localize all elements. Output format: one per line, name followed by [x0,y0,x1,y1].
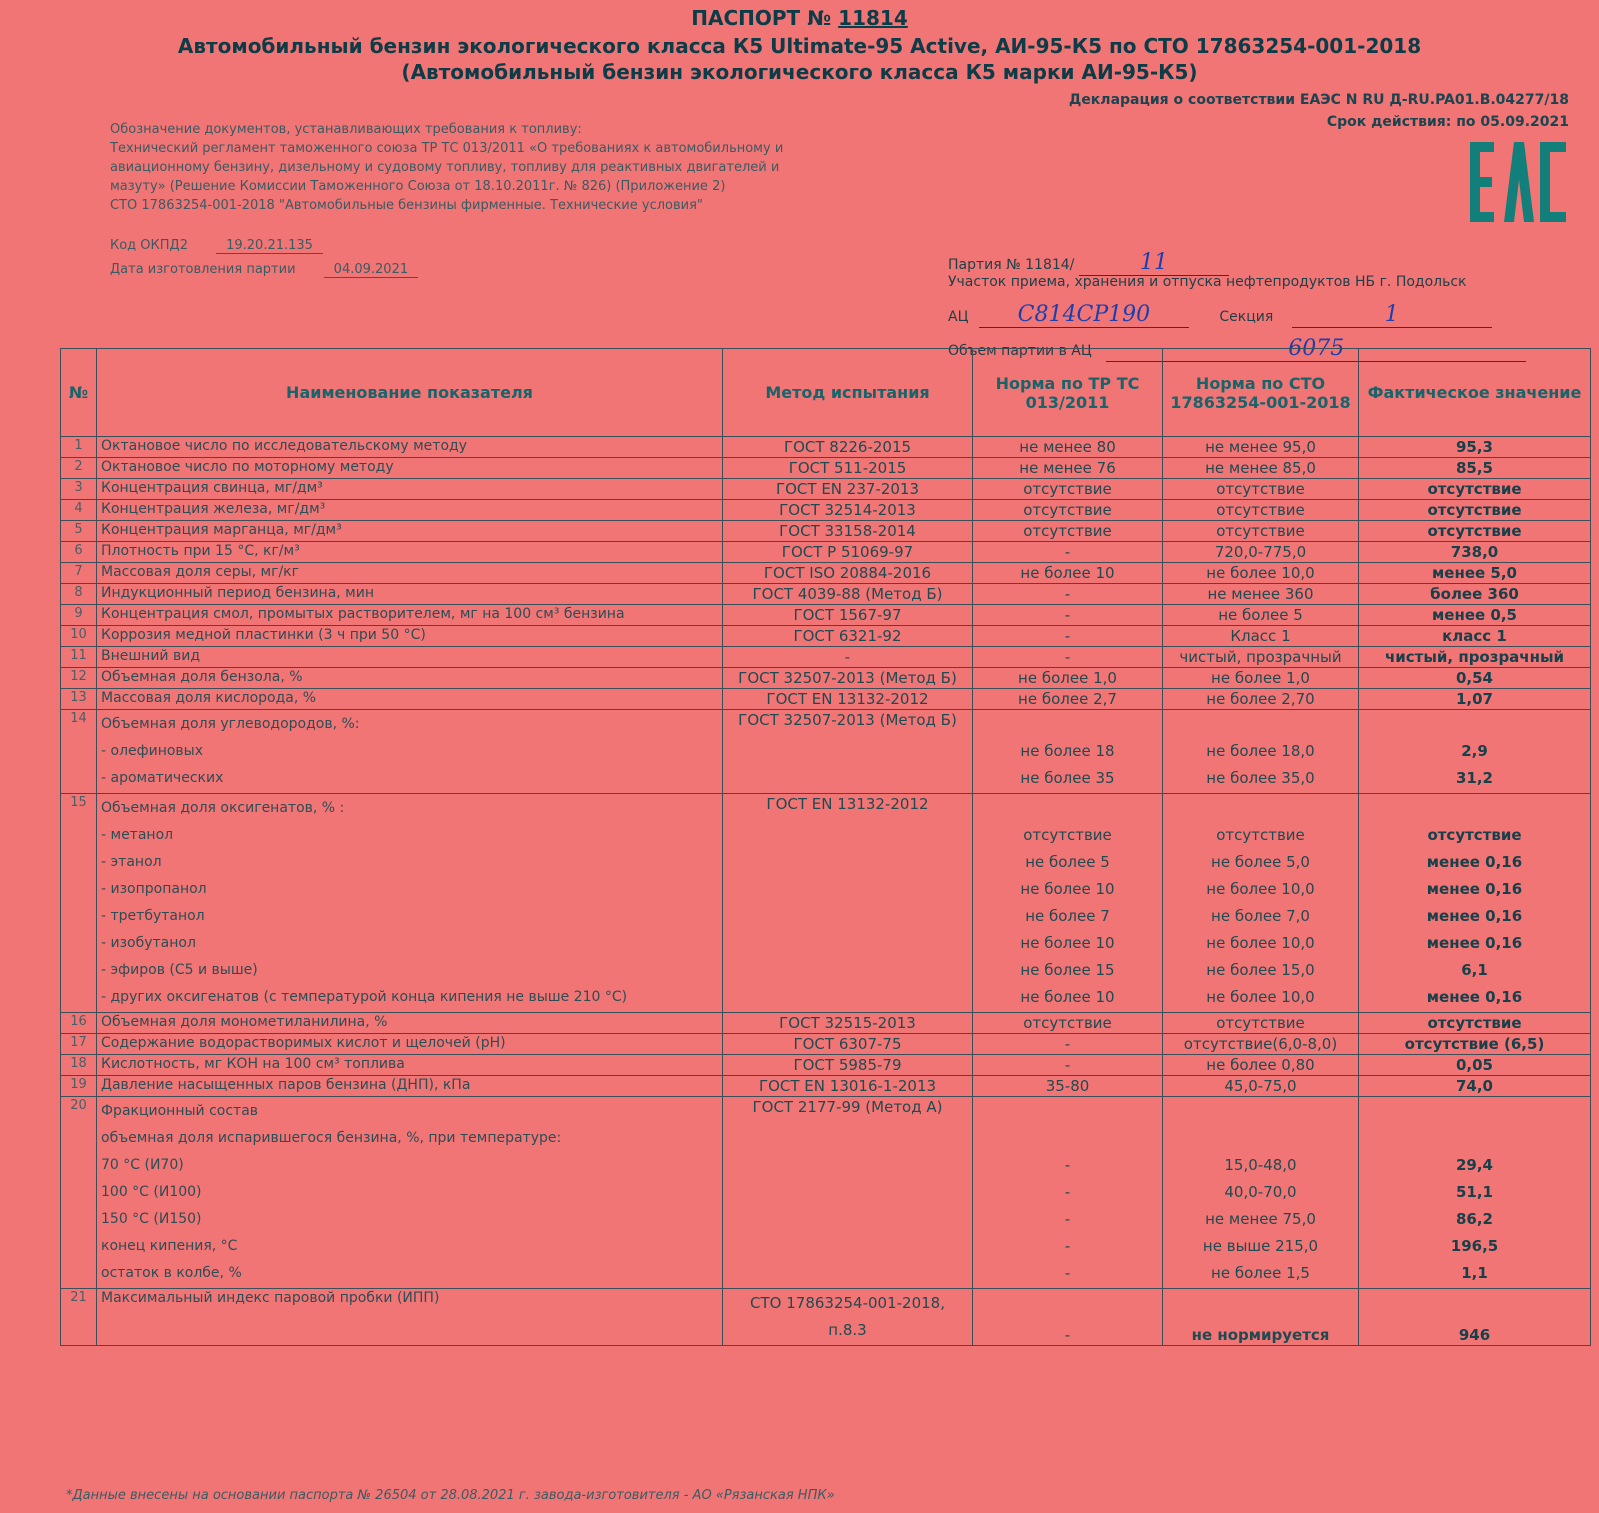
row-sto: не менее 360 [1163,584,1359,605]
row-actual: 85,5 [1359,458,1591,479]
ac-label: АЦ [948,309,969,325]
title-number: 11814 [838,6,908,30]
row-name: Объемная доля оксигенатов, % : [101,800,345,816]
validity: Срок действия: по 05.09.2021 [1326,114,1569,130]
row-actual: 1,07 [1359,689,1591,710]
row-method: ГОСТ 32507-2013 (Метод Б) [723,710,973,794]
sub-name: остаток в колбе, % [101,1265,242,1281]
sub-sto: не более 35,0 [1206,769,1315,787]
passport-title [0,6,1599,30]
row-num: 5 [61,521,97,542]
row-trts: не более 10 [973,563,1163,584]
sub-sto: не более 10,0 [1206,934,1315,952]
row-method: ГОСТ 33158-2014 [723,521,973,542]
row-trts: отсутствие [973,479,1163,500]
sub-actual: менее 0,16 [1426,880,1523,898]
row-actual: 74,0 [1359,1076,1591,1097]
sub-trts: не более 10 [1020,934,1115,952]
row-num: 16 [61,1013,97,1034]
sub-sto: не более 10,0 [1206,988,1315,1006]
row-name-2: объемная доля испарившегося бензина, %, при температуре: [101,1130,562,1146]
table-row [61,584,1591,605]
row-trts: - [973,1055,1163,1076]
row-trts: - [973,626,1163,647]
section-handwritten: 1 [1384,302,1399,327]
row-num: 6 [61,542,97,563]
sub-trts: не более 35 [1020,769,1115,787]
sub-actual: менее 0,16 [1426,988,1523,1006]
row-actual: отсутствие [1359,500,1591,521]
sub-sto: 15,0-48,0 [1224,1156,1297,1174]
row-actual: 95,3 [1359,437,1591,458]
row-name: Массовая доля серы, мг/кг [97,563,723,584]
row-trts: не более 1,0 [973,668,1163,689]
row-method: ГОСТ 4039-88 (Метод Б) [723,584,973,605]
sub-trts: не более 10 [1020,880,1115,898]
sub-trts: отсутствие [1023,826,1112,844]
row-trts: 35-80 [973,1076,1163,1097]
row-name: Концентрация железа, мг/дм³ [97,500,723,521]
table-row [61,668,1591,689]
sub-actual: 86,2 [1455,1210,1493,1228]
row-actual: 0,54 [1359,668,1591,689]
row-sto: отсутствие [1163,1013,1359,1034]
row-num: 20 [61,1097,97,1289]
table-row [61,437,1591,458]
sub-trts: не более 10 [1020,988,1115,1006]
row-sto: не более 2,70 [1163,689,1359,710]
row-actual: 0,05 [1359,1055,1591,1076]
row-name: Индукционный период бензина, мин [97,584,723,605]
row-actual: менее 0,5 [1359,605,1591,626]
doc-line: авиационному бензину, дизельному и судовому топливу, топливу для реактивных двигателей и [110,160,780,175]
sub-trts: не более 7 [1025,907,1110,925]
table-row [61,1289,1591,1346]
title-prefix: ПАСПОРТ № [691,6,832,30]
table-row-group [61,1097,1591,1289]
doc-line: мазуту» (Решение Комиссии Таможенного Союза от 18.10.2011г. № 826) (Приложение 2) [110,179,726,194]
sub-trts: не более 15 [1020,961,1115,979]
sub-sto: 40,0-70,0 [1224,1183,1297,1201]
row-trts: - [973,584,1163,605]
sub-trts: не более 5 [1025,853,1110,871]
table-row [61,458,1591,479]
sub-actual: менее 0,16 [1426,907,1523,925]
doc-line: СТО 17863254-001-2018 "Автомобильные бензины фирменные. Технические условия" [110,198,703,213]
row-method: ГОСТ 2177-99 (Метод А) [723,1097,973,1289]
sub-trts: - [1064,1183,1071,1201]
row-name: Октановое число по моторному методу [97,458,723,479]
col-header-actual: Фактическое значение [1359,349,1591,437]
row-actual: отсутствие (6,5) [1359,1034,1591,1055]
row-sto: не более 1,0 [1163,668,1359,689]
row-trts: отсутствие [973,500,1163,521]
table-row [61,1034,1591,1055]
row-num: 8 [61,584,97,605]
sub-name: 70 °С (И70) [101,1157,184,1173]
volume-label: Объем партии в АЦ [948,343,1092,359]
okpd-value: 19.20.21.135 [216,238,323,254]
row-actual: 738,0 [1359,542,1591,563]
sub-actual: 196,5 [1450,1237,1499,1255]
row-method: ГОСТ 6307-75 [723,1034,973,1055]
row-method: СТО 17863254-001-2018, [750,1294,945,1312]
row-sto: отсутствие [1163,521,1359,542]
row-num: 15 [61,794,97,1013]
row-trts: - [973,605,1163,626]
row-name: Объемная доля бензола, % [97,668,723,689]
row-trts: не более 2,7 [973,689,1163,710]
quality-table [60,348,1591,1346]
sub-name: - других оксигенатов (с температурой конца кипения не выше 210 °С) [101,989,628,1005]
row-name: Кислотность, мг КОН на 100 см³ топлива [97,1055,723,1076]
section-label: Секция [1219,309,1274,325]
sub-sto: не более 1,5 [1211,1264,1310,1282]
product-subtitle: (Автомобильный бензин экологического класса К5 марки АИ-95-К5) [401,60,1198,84]
sub-name: - эфиров (С5 и выше) [101,962,258,978]
documents-block [110,120,930,215]
sub-sto: не более 18,0 [1206,742,1315,760]
okpd-label: Код ОКПД2 [110,238,188,253]
row-num: 10 [61,626,97,647]
party-number [948,250,1229,276]
row-sto: 45,0-75,0 [1163,1076,1359,1097]
row-sto: отсутствие [1163,500,1359,521]
sub-trts: - [1064,1237,1071,1255]
site-label: Участок приема, хранения и отпуска нефтепродуктов НБ г. Подольск [948,274,1467,290]
row-name: Фракционный состав [101,1103,259,1119]
row-sto: чистый, прозрачный [1163,647,1359,668]
table-row [61,647,1591,668]
sub-actual: 31,2 [1455,769,1493,787]
row-num: 19 [61,1076,97,1097]
row-method: ГОСТ EN 237-2013 [723,479,973,500]
sub-name: - метанол [101,827,174,843]
row-num: 9 [61,605,97,626]
row-method: ГОСТ 32515-2013 [723,1013,973,1034]
sub-name: - этанол [101,854,162,870]
row-method: ГОСТ 5985-79 [723,1055,973,1076]
table-row-group [61,710,1591,794]
sub-actual: отсутствие [1427,826,1522,844]
table-row [61,563,1591,584]
sub-name: 100 °С (И100) [101,1184,202,1200]
row-sto: не нормируется [1163,1289,1359,1346]
table-row [61,605,1591,626]
row-sto: Класс 1 [1163,626,1359,647]
col-header-num: № [61,349,97,437]
table-row [61,521,1591,542]
party-label: Партия № [948,257,1021,273]
row-method: ГОСТ 511-2015 [723,458,973,479]
table-header-row [61,349,1591,437]
sub-actual: менее 0,16 [1426,934,1523,952]
ac-handwritten: С814СР190 [1017,302,1151,327]
row-method: ГОСТ 1567-97 [723,605,973,626]
sub-sto: не менее 75,0 [1205,1210,1316,1228]
row-method: ГОСТ 6321-92 [723,626,973,647]
row-trts: - [973,542,1163,563]
row-trts: отсутствие [973,521,1163,542]
col-header-method: Метод испытания [723,349,973,437]
volume-handwritten: 6075 [1288,336,1345,361]
row-num: 17 [61,1034,97,1055]
eac-logo-icon [1468,140,1568,224]
row-actual: более 360 [1359,584,1591,605]
row-sto: не менее 85,0 [1163,458,1359,479]
row-name: Октановое число по исследовательскому методу [97,437,723,458]
row-num: 2 [61,458,97,479]
row-name: Максимальный индекс паровой пробки (ИПП) [97,1289,723,1346]
row-actual: отсутствие [1359,479,1591,500]
sub-name: - изобутанол [101,935,196,951]
sub-actual: менее 0,16 [1426,853,1523,871]
table-row [61,479,1591,500]
sub-name: 150 °С (И150) [101,1211,202,1227]
sub-sto: отсутствие [1216,826,1305,844]
row-sto: отсутствие [1163,479,1359,500]
table-row [61,542,1591,563]
row-sto: не более 0,80 [1163,1055,1359,1076]
row-name: Плотность при 15 °С, кг/м³ [97,542,723,563]
party-handwritten: 11 [1139,250,1168,275]
row-method: ГОСТ 32514-2013 [723,500,973,521]
sub-actual: 6,1 [1461,961,1488,979]
sub-name: - изопропанол [101,881,207,897]
sub-sto: не более 5,0 [1211,853,1310,871]
col-header-trts: Норма по ТР ТС 013/2011 [973,349,1163,437]
row-actual: менее 5,0 [1359,563,1591,584]
table-row [61,1013,1591,1034]
row-num: 4 [61,500,97,521]
row-method: ГОСТ ISO 20884-2016 [723,563,973,584]
table-row [61,1055,1591,1076]
sub-trts: - [1064,1210,1071,1228]
sub-actual: 2,9 [1461,742,1488,760]
row-name: Внешний вид [97,647,723,668]
sub-name: - третбутанол [101,908,205,924]
table-row [61,626,1591,647]
date-value: 04.09.2021 [324,262,418,278]
row-name: Объемная доля монометиланилина, % [97,1013,723,1034]
row-name: Концентрация свинца, мг/дм³ [97,479,723,500]
row-name: Содержание водорастворимых кислот и щелочей (pH) [97,1034,723,1055]
sub-trts: - [1064,1264,1071,1282]
row-trts: не менее 80 [973,437,1163,458]
row-method: ГОСТ EN 13132-2012 [723,689,973,710]
okpd-code [110,238,323,254]
sub-name: - олефиновых [101,743,204,759]
row-method-2: п.8.3 [828,1321,867,1339]
row-trts: - [973,1289,1163,1346]
row-num: 21 [61,1289,97,1346]
row-method: ГОСТ 32507-2013 (Метод Б) [723,668,973,689]
row-method: ГОСТ Р 51069-97 [723,542,973,563]
sub-name: конец кипения, °С [101,1238,238,1254]
row-num: 12 [61,668,97,689]
sub-name: - ароматических [101,770,224,786]
col-header-name: Наименование показателя [97,349,723,437]
row-num: 3 [61,479,97,500]
row-method: - [723,647,973,668]
row-sto: 720,0-775,0 [1163,542,1359,563]
row-name: Массовая доля кислорода, % [97,689,723,710]
sub-trts: - [1064,1156,1071,1174]
footnote: *Данные внесены на основании паспорта № 26504 от 28.08.2021 г. завода-изготовителя - АО «Рязанская НПК» [66,1488,835,1503]
sub-sto: не более 15,0 [1206,961,1315,979]
tank-truck-row [948,302,1492,328]
sub-trts: не более 18 [1020,742,1115,760]
party-value: 11814/ [1025,257,1075,273]
row-num: 11 [61,647,97,668]
row-name: Давление насыщенных паров бензина (ДНП), кПа [97,1076,723,1097]
row-method: ГОСТ EN 13132-2012 [723,794,973,1013]
col-header-sto: Норма по СТО 17863254-001-2018 [1163,349,1359,437]
row-num: 14 [61,710,97,794]
declaration: Декларация о соответствии ЕАЭС N RU Д-RU.PA01.B.04277/18 [1068,92,1569,108]
row-trts: не менее 76 [973,458,1163,479]
table-row [61,500,1591,521]
row-num: 13 [61,689,97,710]
row-num: 18 [61,1055,97,1076]
row-sto: не более 5 [1163,605,1359,626]
row-trts: отсутствие [973,1013,1163,1034]
row-trts: - [973,1034,1163,1055]
sub-sto: не выше 215,0 [1202,1237,1319,1255]
row-method: ГОСТ EN 13016-1-2013 [723,1076,973,1097]
row-actual: чистый, прозрачный [1359,647,1591,668]
doc-line: Технический регламент таможенного союза ТР ТС 013/2011 «О требованиях к автомобильному и [110,141,784,156]
row-actual: класс 1 [1359,626,1591,647]
row-sto: не менее 95,0 [1163,437,1359,458]
row-name: Концентрация смол, промытых растворителем, мг на 100 см³ бензина [97,605,723,626]
date-label: Дата изготовления партии [110,262,296,277]
table-row [61,689,1591,710]
row-sto: не более 10,0 [1163,563,1359,584]
table-row-group [61,794,1591,1013]
row-num: 1 [61,437,97,458]
sub-actual: 29,4 [1455,1156,1493,1174]
sub-sto: не более 7,0 [1211,907,1310,925]
row-actual: отсутствие [1359,521,1591,542]
row-method: ГОСТ 8226-2015 [723,437,973,458]
row-name: Концентрация марганца, мг/дм³ [97,521,723,542]
row-sto: отсутствие(6,0-8,0) [1163,1034,1359,1055]
doc-line: Обозначение документов, устанавливающих требования к топливу: [110,122,582,137]
row-num: 7 [61,563,97,584]
sub-actual: 1,1 [1461,1264,1488,1282]
row-name: Объемная доля углеводородов, %: [101,716,360,732]
production-date [110,262,418,278]
sub-sto: не более 10,0 [1206,880,1315,898]
sub-actual: 51,1 [1455,1183,1493,1201]
row-actual: 946 [1359,1289,1591,1346]
product-title: Автомобильный бензин экологического класса К5 Ultimate-95 Active, АИ-95-К5 по СТО 17863254-001-2018 [177,34,1422,58]
table-row [61,1076,1591,1097]
row-actual: отсутствие [1359,1013,1591,1034]
row-name: Коррозия медной пластинки (3 ч при 50 °С) [97,626,723,647]
row-trts: - [973,647,1163,668]
